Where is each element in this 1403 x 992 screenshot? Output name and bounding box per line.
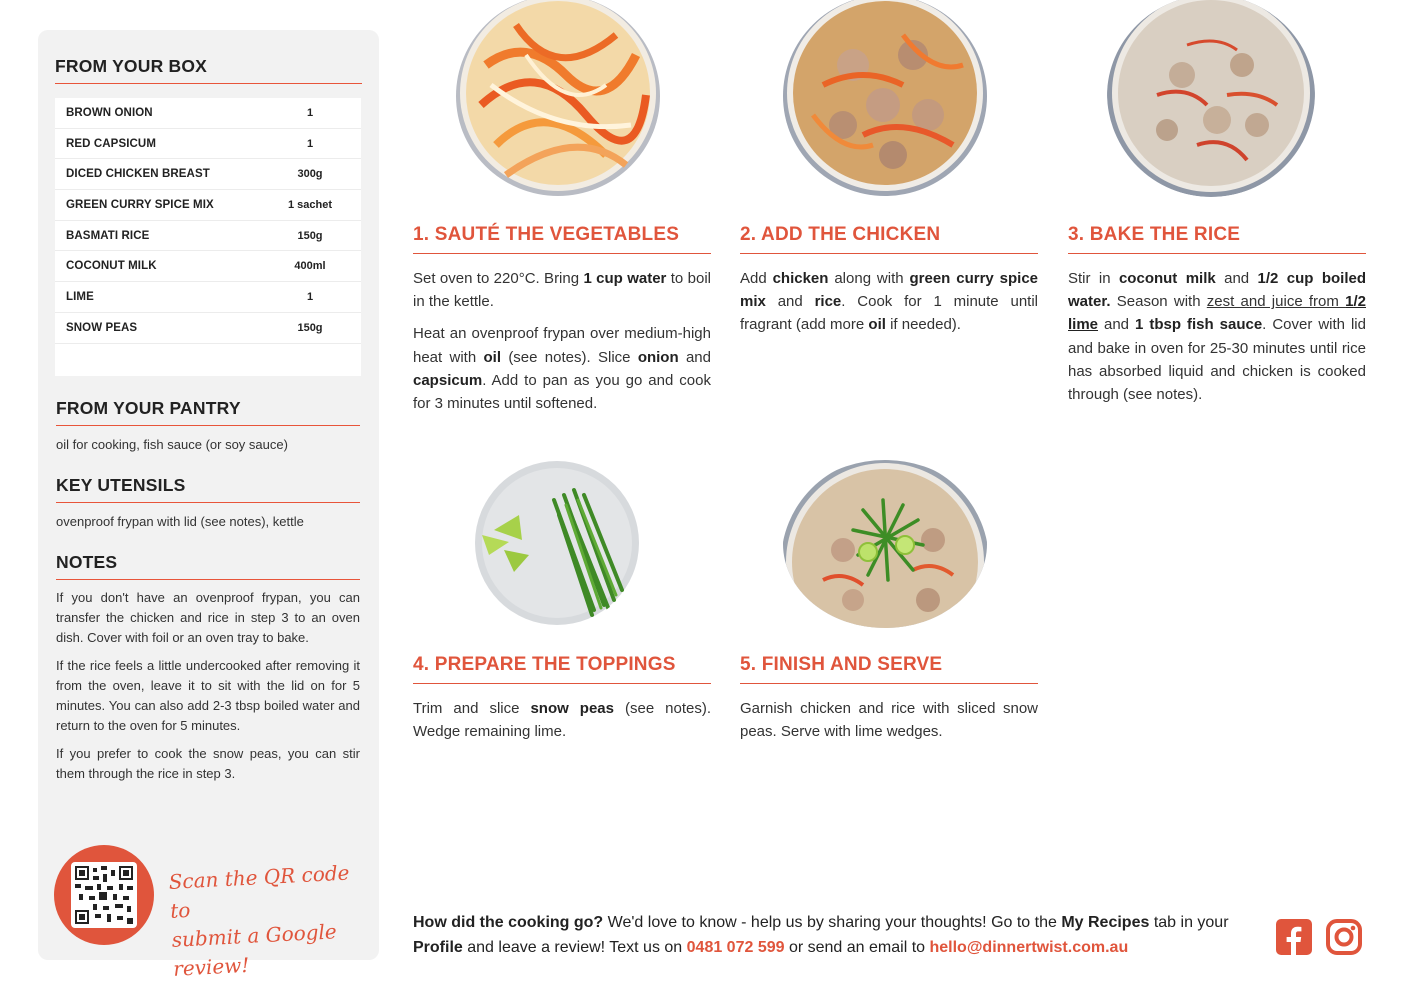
qr-code-icon	[71, 862, 137, 928]
ingredient-qty: 150g	[297, 321, 323, 334]
ingredient-row	[55, 159, 361, 190]
feedback-footer	[413, 910, 1263, 960]
text: if needed).	[885, 316, 961, 334]
ingredient-qty: 300g	[297, 168, 323, 181]
step-body	[740, 697, 1038, 743]
text: and leave a review! Text us on	[462, 939, 687, 956]
text: and	[678, 348, 711, 366]
step-paragraph	[413, 322, 711, 415]
pantry-section	[56, 398, 360, 455]
text: . Cover with lid and bake in oven for 25-30 minutes until rice has absorbed liquid and chicken is cooked through (see notes).	[1068, 316, 1366, 404]
text: tab in your	[1149, 914, 1229, 931]
note-paragraph: If you don't have an ovenproof frypan, you can transfer the chicken and rice in step 3 to an oven dish. Cover with foil or an oven tray to bake.	[56, 590, 360, 645]
step-4	[413, 654, 711, 743]
text: (see notes). Slice	[501, 348, 638, 366]
ingredient-row	[55, 251, 361, 282]
notes-section	[56, 552, 360, 784]
step-1-photo	[456, 0, 660, 197]
step-body	[1068, 267, 1366, 406]
qr-caption	[168, 858, 374, 984]
pantry-title: FROM YOUR PANTRY	[56, 398, 360, 426]
ingredient-qty: 400ml	[294, 260, 326, 273]
underlined-text: zest and juice from	[1206, 293, 1346, 311]
ingredient-row	[55, 98, 361, 129]
ingredient-highlight: 1/2 lime	[1068, 293, 1366, 334]
pantry-text: oil for cooking, fish sauce (or soy sauce)	[56, 437, 288, 452]
phone-link[interactable]: 0481 072 599	[686, 939, 785, 956]
footer-question: How did the cooking go?	[413, 914, 604, 931]
text: and	[1098, 316, 1136, 334]
ingredient-row	[55, 221, 361, 252]
text: Set oven to 220°C. Bring	[413, 270, 584, 287]
note-paragraph: If you prefer to cook the snow peas, you can stir them through the rice in step 3.	[56, 746, 360, 781]
ingredient-highlight: coconut milk	[1118, 270, 1216, 287]
step-5-photo	[783, 460, 987, 628]
text: Heat an ovenproof frypan over medium-high heat with	[413, 325, 711, 366]
ingredient-highlight: oil	[483, 348, 501, 366]
step-5	[740, 654, 1038, 743]
step-title: 3. BAKE THE RICE	[1068, 224, 1366, 254]
step-title: 4. PREPARE THE TOPPINGS	[413, 654, 711, 684]
ingredient-qty: 1	[306, 106, 314, 119]
qr-code-badge[interactable]	[54, 845, 154, 945]
utensils-title: KEY UTENSILS	[56, 475, 360, 503]
text: or send an email to	[784, 939, 930, 956]
ingredients-table	[55, 98, 361, 376]
ingredient-highlight: rice	[814, 293, 842, 311]
ingredient-highlight: 1 cup water	[583, 270, 667, 287]
utensils-text: ovenproof frypan with lid (see notes), kettle	[56, 514, 304, 529]
ingredient-highlight: onion	[637, 348, 679, 366]
text: and	[765, 293, 815, 311]
notes-title: NOTES	[56, 552, 360, 580]
text: We'd love to know - help us by sharing your thoughts! Go to the	[603, 914, 1062, 931]
step-body	[413, 267, 711, 415]
ingredient-highlight: oil	[868, 316, 886, 334]
text: Season with	[1110, 293, 1207, 311]
step-4-photo	[474, 460, 640, 626]
ingredient-name: COCONUT MILK	[66, 260, 157, 273]
from-your-box-title: FROM YOUR BOX	[55, 56, 362, 84]
sidebar	[38, 30, 379, 981]
qr-caption-line: submit a Google review!	[171, 919, 338, 981]
ingredient-name: LIME	[66, 290, 94, 303]
step-title: 5. FINISH AND SERVE	[740, 654, 1038, 684]
step-paragraph	[740, 267, 1038, 337]
step-title: 1. SAUTÉ THE VEGETABLES	[413, 224, 711, 254]
qr-caption-line: Scan the QR code to	[168, 860, 350, 923]
profile-link[interactable]: Profile	[413, 939, 463, 956]
my-recipes-link[interactable]: My Recipes	[1061, 914, 1150, 931]
step-paragraph	[413, 697, 711, 743]
instagram-icon[interactable]	[1325, 918, 1363, 956]
ingredient-row	[55, 190, 361, 221]
text: to boil in the kettle.	[413, 270, 711, 311]
text: Trim and slice	[413, 700, 531, 717]
ingredient-row	[55, 129, 361, 160]
ingredient-highlight: capsicum	[413, 371, 483, 389]
step-2	[740, 224, 1038, 337]
ingredient-qty: 1	[306, 290, 314, 303]
step-paragraph	[1068, 267, 1366, 406]
email-link[interactable]: hello@dinnertwist.com.au	[929, 939, 1129, 956]
text: Add	[740, 270, 773, 287]
ingredient-name: BASMATI RICE	[66, 229, 150, 242]
text: and	[1215, 270, 1258, 287]
step-body	[413, 697, 711, 743]
ingredient-highlight: 1/2 cup boiled water.	[1068, 270, 1366, 311]
text: . Add to pan as you go and cook for 3 minutes until softened.	[413, 371, 711, 413]
text: . Cook for 1 minute until fragrant (add more	[740, 293, 1038, 334]
step-title: 2. ADD THE CHICKEN	[740, 224, 1038, 254]
ingredient-name: BROWN ONION	[66, 106, 153, 119]
step-paragraph	[413, 267, 711, 313]
utensils-section	[56, 475, 360, 532]
note-paragraph: If the rice feels a little undercooked after removing it from the oven, leave it to sit with the lid on for 5 minutes. You can also add 2-3 tbsp boiled water and return to the oven for 5 minutes.	[56, 658, 360, 733]
step-paragraph	[740, 697, 1038, 743]
ingredient-highlight: snow peas	[530, 700, 614, 717]
ingredient-highlight: green curry spice mix	[740, 270, 1038, 311]
ingredient-qty: 1	[306, 137, 314, 150]
ingredient-qty: 1 sachet	[287, 198, 333, 211]
step-1	[413, 224, 711, 415]
text: Garnish chicken and rice with sliced snow peas. Serve with lime wedges.	[740, 700, 1038, 741]
ingredient-row	[55, 313, 361, 344]
facebook-icon[interactable]	[1275, 918, 1313, 956]
ingredient-qty: 150g	[297, 229, 323, 242]
text: Stir in	[1068, 270, 1119, 287]
ingredient-name: GREEN CURRY SPICE MIX	[66, 198, 214, 211]
ingredient-name: SNOW PEAS	[66, 321, 138, 334]
step-body	[740, 267, 1038, 337]
text: (see notes). Wedge remaining lime.	[413, 700, 712, 741]
ingredient-highlight: 1 tbsp fish sauce	[1135, 316, 1263, 334]
ingredient-name: RED CAPSICUM	[66, 137, 157, 150]
step-2-photo	[783, 0, 987, 197]
ingredient-highlight: chicken	[772, 270, 829, 287]
text: along with	[828, 270, 910, 287]
ingredient-name: DICED CHICKEN BREAST	[66, 168, 210, 181]
step-3	[1068, 224, 1366, 406]
ingredient-row	[55, 282, 361, 313]
step-3-photo	[1107, 0, 1315, 197]
